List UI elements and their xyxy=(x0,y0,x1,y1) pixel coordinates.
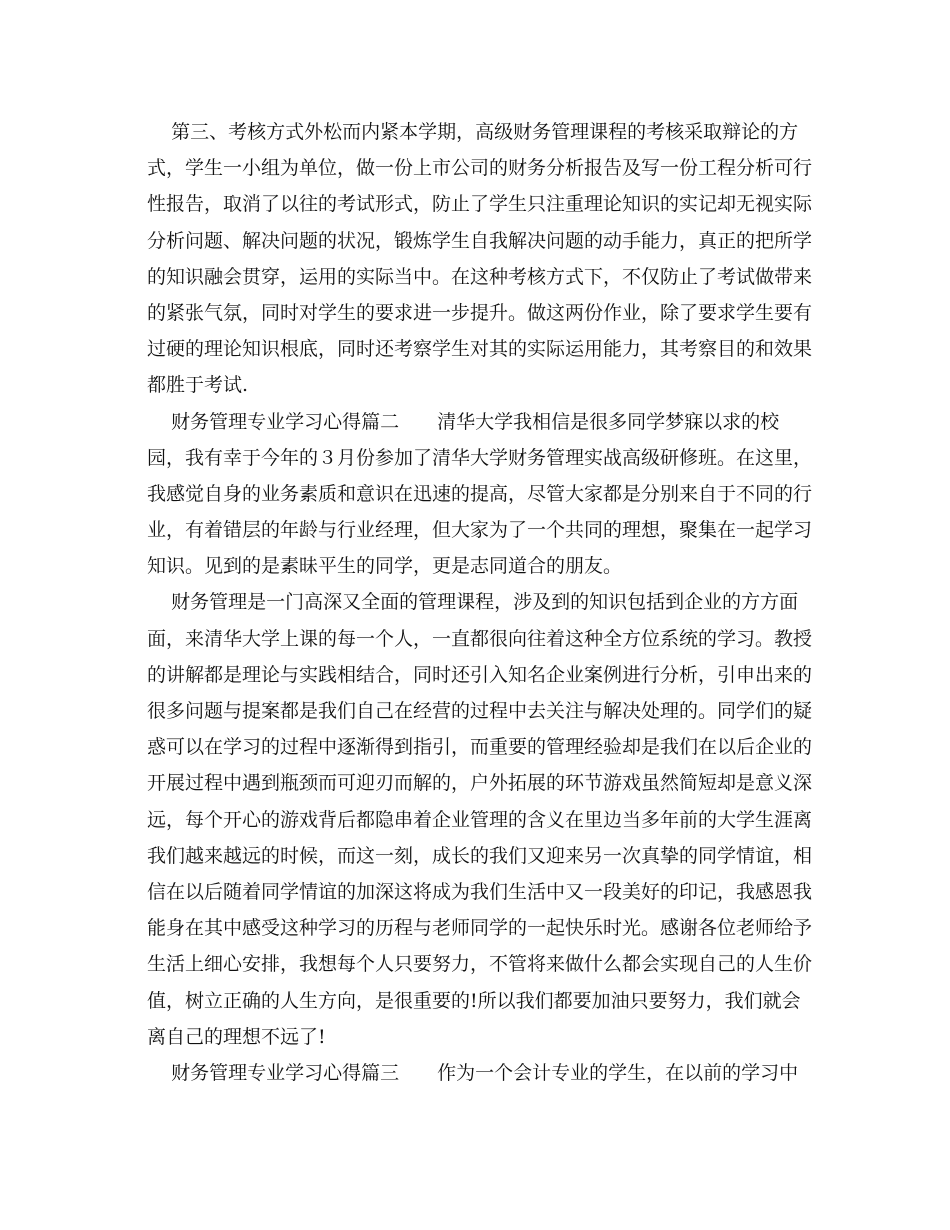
text-line: 信在以后随着同学情谊的加深这将成为我们生活中又一段美好的印记，我感恩我 xyxy=(147,880,813,903)
text-line: 面，来清华大学上课的每一个人，一直都很向往着这种全方位系统的学习。教授 xyxy=(147,627,813,650)
text-line: 性报告，取消了以往的考试形式，防止了学生只注重理论知识的实记却无视实际 xyxy=(147,193,813,216)
text-line: 的讲解都是理论与实践相结合，同时还引入知名企业案例进行分析，引申出来的 xyxy=(147,663,813,686)
text-line: 我感觉自身的业务素质和意识在迅速的提高，尽管大家都是分别来自于不同的行 xyxy=(147,482,813,505)
text-line: 都胜于考试. xyxy=(147,374,249,397)
text-line: 分析问题、解决问题的状况，锻炼学生自我解决问题的动手能力，真正的把所学 xyxy=(147,229,813,252)
text-line: 我们越来越远的时候，而这一刻，成长的我们又迎来另一次真挚的同学情谊，相 xyxy=(147,844,813,867)
text-line: 知识。见到的是素昧平生的同学，更是志同道合的朋友。 xyxy=(147,555,623,578)
text-line: 财务管理专业学习心得篇二 清华大学我相信是很多同学梦寐以求的校 xyxy=(147,410,780,433)
text-line: 的知识融会贯穿，运用的实际当中。在这种考核方式下，不仅防止了考试做带来 xyxy=(147,265,813,288)
text-line: 很多问题与提案都是我们自己在经营的过程中去关注与解决处理的。同学们的疑 xyxy=(147,700,813,722)
text-line: 值，树立正确的人生方向，是很重要的!所以我们都要加油只要努力，我们就会 xyxy=(147,989,801,1012)
text-line: 财务管理专业学习心得篇三 作为一个会计专业的学生，在以前的学习中 xyxy=(147,1061,799,1084)
text-line: 的紧张气氛，同时对学生的要求进一步提升。做这两份作业，除了要求学生要有 xyxy=(147,301,813,324)
text-line: 生活上细心安排，我想每个人只要努力，不管将来做什么都会实现自己的人生价 xyxy=(147,953,813,976)
text-line: 离自己的理想不远了! xyxy=(147,1025,326,1048)
text-line: 远，每个开心的游戏背后都隐串着企业管理的含义在里边当多年前的大学生涯离 xyxy=(147,808,813,831)
text-line: 业，有着错层的年龄与行业经理，但大家为了一个共同的理想，聚集在一起学习 xyxy=(147,519,813,542)
body-text xyxy=(147,114,813,1091)
text-line: 式，学生一小组为单位，做一份上市公司的财务分析报告及写一份工程分析可行 xyxy=(147,157,813,180)
text-line: 园，我有幸于今年的３月份参加了清华大学财务管理实战高级研修班。在这里， xyxy=(147,446,813,469)
text-line: 开展过程中遇到瓶颈而可迎刃而解的，户外拓展的环节游戏虽然简短却是意义深 xyxy=(147,772,813,795)
text-line: 能身在其中感受这种学习的历程与老师同学的一起快乐时光。感谢各位老师给予 xyxy=(147,917,813,940)
text-line: 财务管理是一门高深又全面的管理课程，涉及到的知识包括到企业的方方面 xyxy=(147,591,799,614)
text-line: 第三、考核方式外松而内紧本学期，高级财务管理课程的考核采取辩论的方 xyxy=(147,121,799,143)
text-line: 过硬的理论知识根底，同时还考察学生对其的实际运用能力，其考察目的和效果 xyxy=(147,338,813,361)
text-line: 惑可以在学习的过程中逐渐得到指引，而重要的管理经验却是我们在以后企业的 xyxy=(147,736,813,759)
